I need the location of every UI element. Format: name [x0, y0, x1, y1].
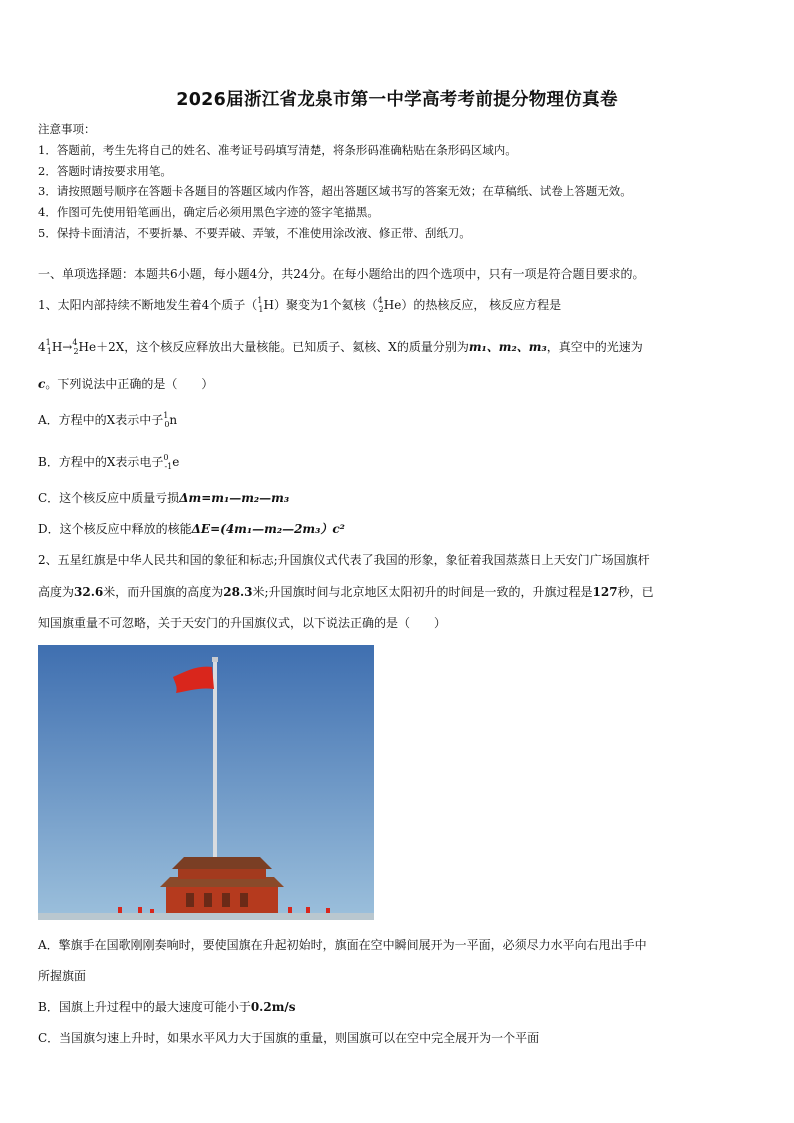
- energy-eq: ΔE=(4m₁—m₂—2m₃）c²: [191, 522, 345, 536]
- q2-stem-line3: 知国旗重量不可忽略，关于天安门的升国旗仪式，以下说法正确的是（ ）: [38, 616, 447, 630]
- neutron-symbol: $^1_0$n: [163, 411, 178, 429]
- q1-text-c: ）的热核反应， 核反应方程是: [401, 298, 562, 312]
- notice-heading: 注意事项：: [38, 122, 96, 136]
- q1-text-e: ，真空中的光速为: [546, 340, 643, 354]
- q1-option-c[interactable]: C．这个核反应中质量亏损Δm=m₁—m₂—m₃: [38, 491, 290, 505]
- c-var: c: [38, 377, 46, 391]
- notice-item: 3．请按照题号顺序在答题卡各题目的答题区域内作答，超出答题区域书写的答案无效；在草稿纸、试卷上答题无效。: [38, 184, 632, 198]
- q1-stem-line3: [38, 375, 213, 392]
- q2-option-b[interactable]: B．国旗上升过程中的最大速度可能小于0.2m/s: [38, 1000, 296, 1014]
- q1-option-b[interactable]: B．方程中的X表示电子$^0_{-1}$e: [38, 453, 180, 471]
- equation: $4^1_1H\to^4_2He+2X$: [38, 338, 125, 356]
- q2-option-c[interactable]: C．当国旗匀速上升时，如果水平风力大于国旗的重量，则国旗可以在空中完全展开为一个平面: [38, 1031, 540, 1045]
- q1-option-d[interactable]: D．这个核反应中释放的核能ΔE=(4m₁—m₂—2m₃）c²: [38, 522, 345, 536]
- flag-photo: [38, 645, 374, 920]
- q1-text-f: 。下列说法中正确的是（ ）: [45, 377, 214, 391]
- q1-text-d: ，这个核反应释放出大量核能。已知质子、氦核、X的质量分别为: [124, 340, 469, 354]
- section-heading: 一、单项选择题：本题共6小题，每小题4分，共24分。在每小题给出的四个选项中，只有一项是符合题目要求的。: [38, 267, 645, 281]
- q2-stem-line2: 高度为32.6米，而升国旗的高度为28.3米;升国旗时间与北京地区太阳初升的时间是一致的，升旗过程是127秒，已: [38, 585, 654, 599]
- page-title: 2026届浙江省龙泉市第一中学高考考前提分物理仿真卷: [176, 90, 618, 110]
- mass-defect-eq: Δm=m₁—m₂—m₃: [179, 491, 290, 505]
- notice-item: 1．答题前，考生先将自己的姓名、准考证号码填写清楚，将条形码准确粘贴在条形码区域内。: [38, 143, 517, 157]
- q1-stem-line2: [38, 338, 643, 355]
- electron-symbol: $^0_{-1}$e: [163, 453, 180, 471]
- mass-vars: m₁、m₂、m₃: [468, 340, 547, 354]
- q1-text-a: 1、太阳内部持续不断地发生着4个质子（: [38, 298, 258, 312]
- q1-stem-line1: [38, 296, 561, 313]
- q2-stem-line1: 2、五星红旗是中华人民共和国的象征和标志;升国旗仪式代表了我国的形象，象征着我国蒸蒸日上天安门广场国旗杆: [38, 553, 650, 567]
- q1-text-b: ）聚变为1个氦核（: [273, 298, 378, 312]
- q1-option-a[interactable]: A．方程中的X表示中子$^1_0$n: [38, 411, 178, 429]
- helium-symbol: $^4_2$He: [377, 296, 402, 314]
- notice-item: 2．答题时请按要求用笔。: [38, 164, 172, 178]
- q2-option-a-line2[interactable]: 所握旗面: [38, 969, 87, 983]
- notice-item: 5．保持卡面清洁，不要折暴、不要弄破、弄皱，不准使用涂改液、修正带、刮纸刀。: [38, 226, 471, 240]
- notice-item: 4．作图可先使用铅笔画出，确定后必须用黑色字迹的签字笔描黑。: [38, 205, 379, 219]
- q2-option-a-line1[interactable]: A．擎旗手在国歌刚刚奏响时，要使国旗在升起初始时，旗面在空中瞬间展开为一平面，必须尽力水平向右甩出手中: [38, 938, 647, 952]
- proton-symbol: $^1_1$H: [257, 296, 274, 314]
